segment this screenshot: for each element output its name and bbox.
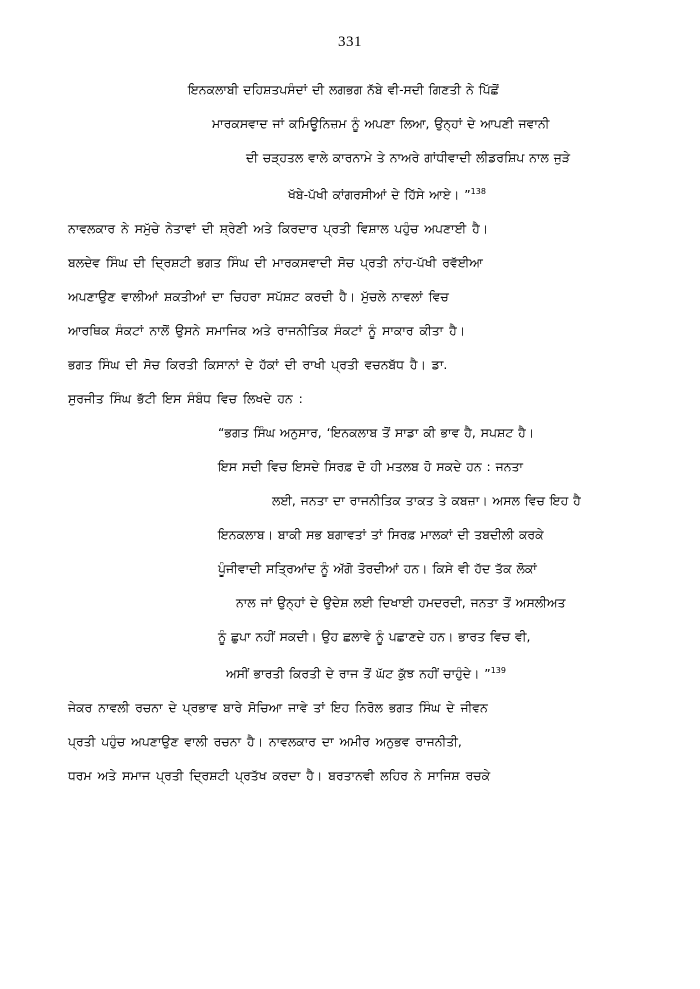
closing-quote: ” <box>479 666 491 682</box>
text-line: ਅਪਣਾਉਣ ਵਾਲੀਆਂ ਸ਼ਕਤੀਆਂ ਦਾ ਚਿਹਰਾ ਸਪੱਸ਼ਟ ਕਰਦੀ ਹੈ। ਮੁੱਚਲੇ ਨਾਵਲਾਂ ਵਿਚ <box>68 289 449 305</box>
footnote-marker: 139 <box>490 666 506 676</box>
text-line: ਧਰਮ ਅਤੇ ਸਮਾਜ ਪ੍ਰਤੀ ਦ੍ਰਿਸ਼ਟੀ ਪ੍ਰਤੱਖ ਕਰਦਾ ਹੈ। ਬਰਤਾਨਵੀ ਲਹਿਰ ਨੇ ਸਾਜਿਸ਼ ਰਚਕੇ <box>68 768 491 784</box>
text-line: ਅਸੀਂ ਭਾਰਤੀ ਕਿਰਤੀ ਦੇ ਰਾਜ ਤੋਂ ਘੱਟ ਕੁੱਝ ਨਹੀਂ ਚਾਹੁੰਦੇ। <box>226 666 480 682</box>
page-number: 331 <box>338 34 362 50</box>
quotation-block-second <box>218 416 632 691</box>
text-line: ਸੁਰਜੀਤ ਸਿੰਘ ਭੱਟੀ ਇਸ ਸੰਬੰਧ ਵਿਚ ਲਿਖਦੇ ਹਨ : <box>68 391 303 407</box>
text-line: ਭਗਤ ਸਿੰਘ ਦੀ ਸੋਚ ਕਿਰਤੀ ਕਿਸਾਨਾਂ ਦੇ ਹੱਕਾਂ ਦੀ ਰਾਖੀ ਪ੍ਰਤੀ ਵਚਨਬੱਧ ਹੈ। ਡਾ. <box>68 357 448 373</box>
text-line: ਇਸ ਸਦੀ ਵਿਚ ਇਸਦੇ ਸਿਰਫ਼ ਦੋ ਹੀ ਮਤਲਬ ਹੋ ਸਕਦੇ ਹਨ : ਜਨਤਾ <box>218 459 523 475</box>
text-line: ਆਰਥਿਕ ਸੰਕਟਾਂ ਨਾਲੋਂ ਉਸਨੇ ਸਮਾਜਿਕ ਅਤੇ ਰਾਜਨੀਤਿਕ ਸੰਕਟਾਂ ਨੂੰ ਸਾਕਾਰ ਕੀਤਾ ਹੈ। <box>68 323 466 339</box>
text-line: ਇਨਕਲਾਬੀ ਦਹਿਸ਼ਤਪਸੰਦਾਂ ਦੀ ਲਗਭਗ ਨੱਬੇ ਵੀ-ਸਦੀ ਗਿਣਤੀ ਨੇ ਪਿੱਛੋਂ <box>188 82 499 97</box>
text-line: ਬਲਦੇਵ ਸਿੰਘ ਦੀ ਦ੍ਰਿਸ਼ਟੀ ਭਗਤ ਸਿੰਘ ਦੀ ਮਾਰਕਸਵਾਦੀ ਸੋਚ ਪ੍ਰਤੀ ਨਾਂਹ-ਪੱਖੀ ਰਵੱਈਆ <box>68 255 483 271</box>
body-paragraph-second <box>68 691 632 793</box>
text-line: ਪ੍ਰਤੀ ਪਹੁੰਚ ਅਪਣਾਉਣ ਵਾਲੀ ਰਚਨਾ ਹੈ। ਨਾਵਲਕਾਰ ਦਾ ਅਮੀਰ ਅਨੁਭਵ ਰਾਜਨੀਤੀ, <box>68 734 462 750</box>
text-line: ਪੂੰਜੀਵਾਦੀ ਸਤ੍ਰਿਆਂਦ ਨੂੰ ਅੱਗੋ ਤੋਰਦੀਆਂ ਹਨ। ਕਿਸੇ ਵੀ ਹੱਦ ਤੱਕ ਲੋਕਾਂ <box>218 561 537 577</box>
text-line-with-footnote <box>188 175 632 212</box>
text-line: ਖੱਬੇ-ਪੱਖੀ ਕਾਂਗਰਸੀਆਂ ਦੇ ਹਿੱਸੇ ਆਏ। <box>288 187 460 203</box>
text-line: ਨਾਵਲਕਾਰ ਨੇ ਸਮੁੱਚੇ ਨੇਤਾਵਾਂ ਦੀ ਸ਼੍ਰੇਣੀ ਅਤੇ ਕਿਰਦਾਰ ਪ੍ਰਤੀ ਵਿਸ਼ਾਲ ਪਹੁੰਚ ਅਪਣਾਈ ਹੈ। <box>68 221 489 237</box>
quotation-block-first <box>188 73 632 212</box>
text-line: ਇਨਕਲਾਬ। ਬਾਕੀ ਸਭ ਬਗਾਵਤਾਂ ਤਾਂ ਸਿਰਫ਼ ਮਾਲਕਾਂ ਦੀ ਤਬਦੀਲੀ ਕਰਕੇ <box>218 527 544 543</box>
text-line: ਦੀ ਚੜ੍ਹਤਲ ਵਾਲੇ ਕਾਰਨਾਮੇ ਤੇ ਨਾਅਰੇ ਗਾਂਧੀਵਾਦੀ ਲੀਡਰਸ਼ਿਪ ਨਾਲ ਜੁੜੇ <box>246 150 570 165</box>
body-paragraph-first <box>68 212 632 416</box>
text-line: ਜੇਕਰ ਨਾਵਲੀ ਰਚਨਾ ਦੇ ਪ੍ਰਭਾਵ ਬਾਰੇ ਸੋਚਿਆ ਜਾਵੇ ਤਾਂ ਇਹ ਨਿਰੋਲ ਭਗਤ ਸਿੰਘ ਦੇ ਜੀਵਨ <box>68 700 488 716</box>
footnote-marker: 138 <box>470 187 486 196</box>
text-line: ਨਾਲ ਜਾਂ ਉਨ੍ਹਾਂ ਦੇ ਉਦੇਸ਼ ਲਈ ਦਿਖਾਈ ਹਮਦਰਦੀ, ਜਨਤਾ ਤੋਂ ਅਸਲੀਅਤ <box>236 595 566 611</box>
text-line: ਲਈ, ਜਨਤਾ ਦਾ ਰਾਜਨੀਤਿਕ ਤਾਕਤ ਤੇ ਕਬਜ਼ਾ। ਅਸਲ ਵਿਚ ਇਹ ਹੈ <box>272 493 581 509</box>
closing-quote: ” <box>459 187 471 203</box>
text-line: ਨੂੰ ਛੁਪਾ ਨਹੀਂ ਸਕਦੀ। ਉਹ ਛਲਾਵੇ ਨੂੰ ਪਛਾਣਦੇ ਹਨ। ਭਾਰਤ ਵਿਚ ਵੀ, <box>218 629 531 645</box>
text-line: ਮਾਰਕਸਵਾਦ ਜਾਂ ਕਮਿਊਨਿਜ਼ਮ ਨੂੰ ਅਪਣਾ ਲਿਆ, ਉਨ੍ਹਾਂ ਦੇ ਆਪਣੀ ਜਵਾਨੀ <box>212 116 550 131</box>
text-line: “ਭਗਤ ਸਿੰਘ ਅਨੁਸਾਰ, ‘ਇਨਕਲਾਬ ਤੋਂ ਸਾਡਾ ਕੀ ਭਾਵ ਹੈ, ਸਪਸ਼ਟ ਹੈ। <box>218 425 535 441</box>
text-line-with-footnote <box>218 654 632 691</box>
